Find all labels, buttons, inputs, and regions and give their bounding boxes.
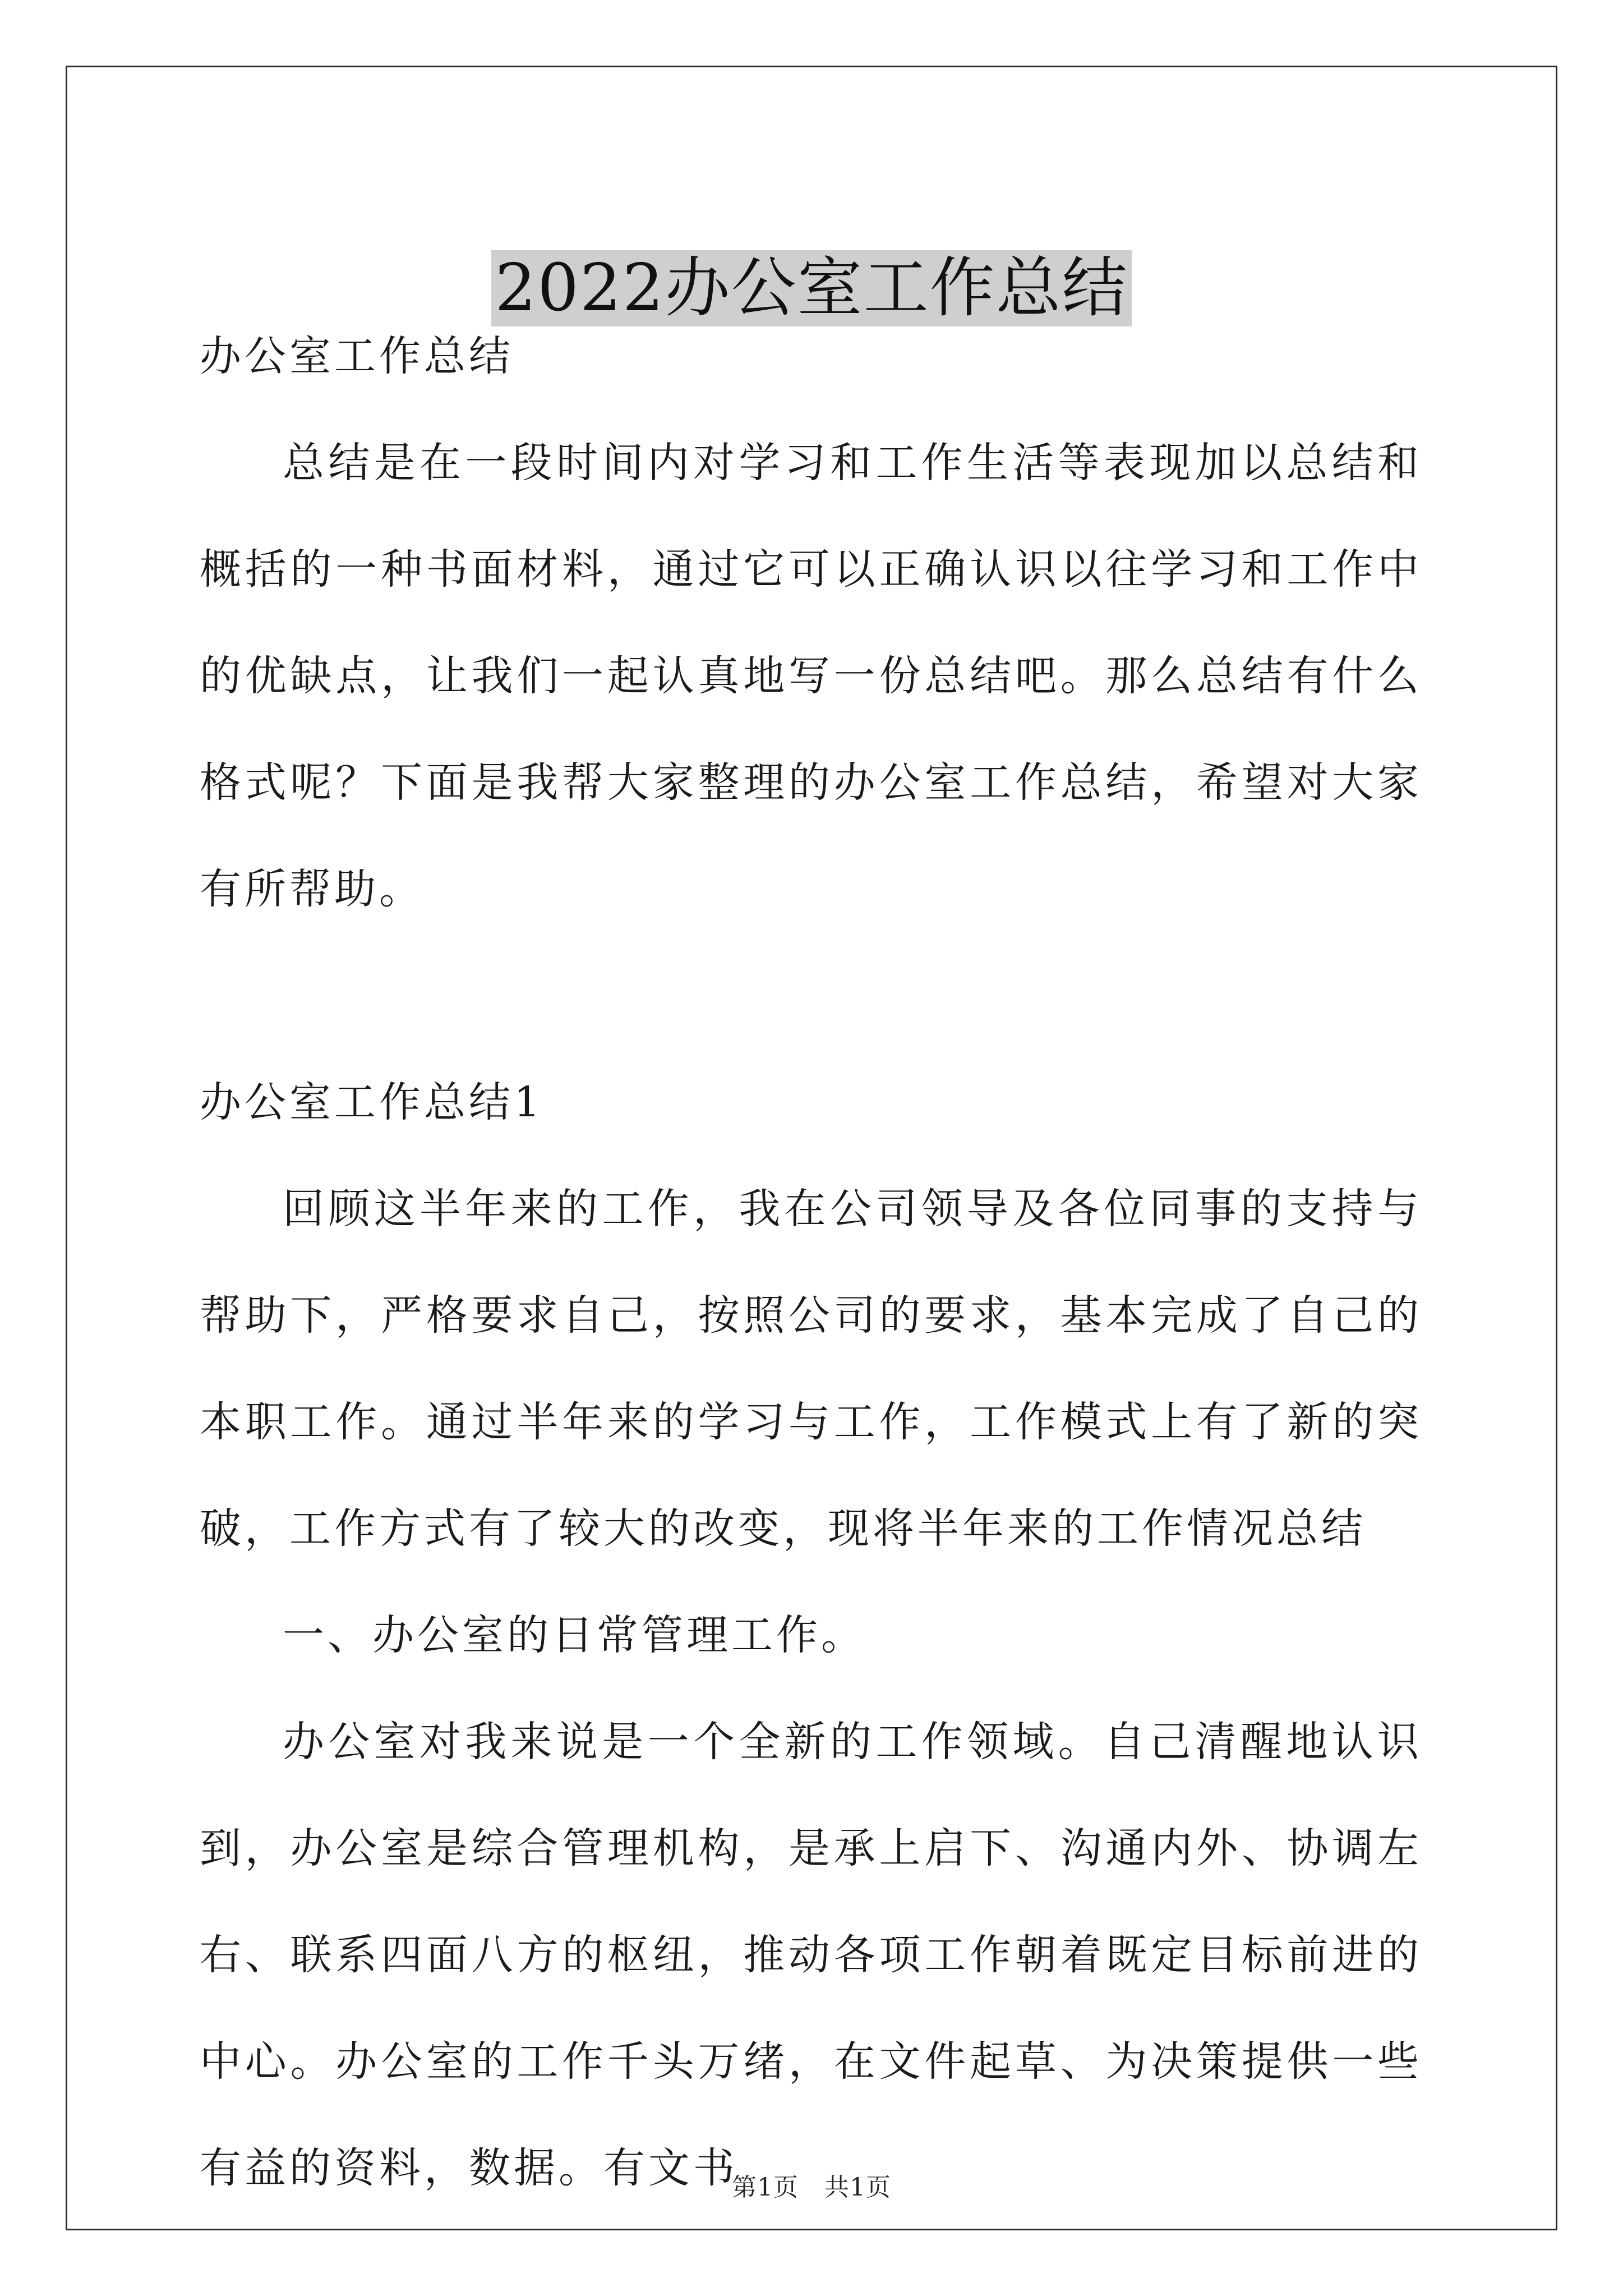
- section1-paragraph-2: 办公室对我来说是一个全新的工作领域。自己清醒地认识到，办公室是综合管理机构，是承上启下、沟通内外、协调左右、联系四面八方的枢纽，推动各项工作朝着既定目标前进的中心。办公室的工作千头万绪，在文件起草、为决策提供一些有益的资料，数据。有文书: [200, 1718, 1422, 2192]
- section-heading-1: 办公室工作总结1: [200, 1078, 544, 1126]
- section-heading-intro: 办公室工作总结: [200, 332, 514, 380]
- section1-paragraph-1: 回顾这半年来的工作，我在公司领导及各位同事的支持与帮助下，严格要求自己，按照公司的要求，基本完成了自己的本职工作。通过半年来的学习与工作，工作模式上有了新的突破，工作方式有了较大的改变，现将半年来的工作情况总结: [200, 1185, 1422, 1553]
- paragraph-spacer: [200, 942, 1422, 1049]
- subheading-1: 一、办公室的日常管理工作。: [283, 1611, 866, 1659]
- total-pages-label: 共1页: [824, 2173, 891, 2202]
- intro-paragraph: 总结是在一段时间内对学习和工作生活等表现加以总结和概括的一种书面材料，通过它可以正确认识以往学习和工作中的优缺点，让我们一起认真地写一份总结吧。那么总结有什么格式呢？下面是我帮大家整理的办公室工作总结，希望对大家有所帮助。: [200, 439, 1422, 913]
- page-number-label: 第1页: [732, 2173, 799, 2202]
- page-footer: [0, 2171, 1623, 2205]
- document-title: 2022办公室工作总结: [491, 250, 1131, 326]
- document-body: [200, 303, 1422, 2221]
